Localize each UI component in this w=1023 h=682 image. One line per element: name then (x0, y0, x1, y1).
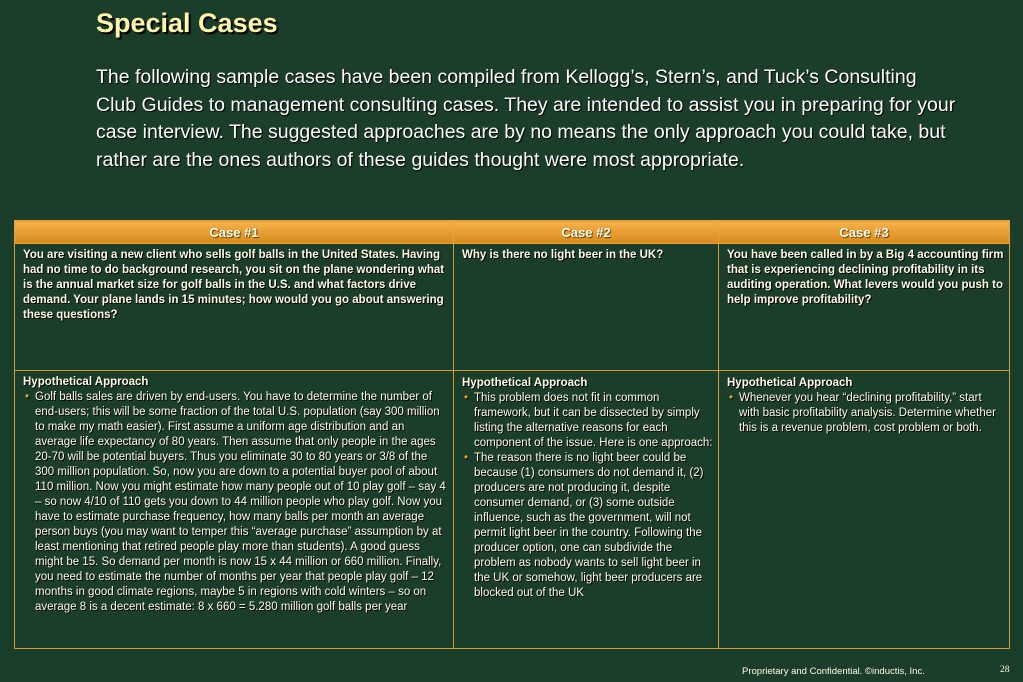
case-3-bullets (727, 391, 1005, 436)
case-1-question: You are visiting a new client who sells golf balls in the United States. Having had no time to do background research, you sit on the plane wondering what is the annual market size for golf balls in the U.S. and what factors drive demand. Your plane lands in 15 minutes; how would you go about answering these questions? (15, 244, 454, 371)
case-1-approach (15, 371, 454, 649)
case-2-question: Why is there no light beer in the UK? (454, 244, 719, 371)
case-2-approach (454, 371, 719, 649)
case-3-header: Case #3 (719, 221, 1010, 244)
case-1-bullet: • Golf balls sales are driven by end-users. You have to determine the number of end-users; this will be some fraction of the total U.S. population (say 300 million to make my math easier). First assume a uniform age distribution and an average life expectancy of 80 years. Then assume that only people in the ages 20-70 will be potential buyers. Thus you eliminate 30 to 80 years or 3/8 of the 300 million population. So, now you are down to a potential buyer pool of about 110 million. Now you might estimate how many people out of 10 play golf – say 4 – so now 4/10 of 110 gets you down to 44 million people who play golf. Now you have to estimate purchase frequency, how many balls per month an average person buys (you may want to temper this “average purchase” assumption by at least mentioning that retired people play more than students). A good guess might be 15. So demand per month is now 15 x 44 million or 660 million. Finally, you need to estimate the number of months per year that people play golf – 12 months in good climate regions, maybe 5 in regions with cold winters – so on average 8 is a decent estimate: 8 x 660 = 5.280 million golf balls per year (35, 390, 449, 615)
case-1-approach-title: Hypothetical Approach (23, 376, 149, 388)
intro-paragraph: The following sample cases have been compiled from Kellogg’s, Stern’s, and Tuck’s Consulting Club Guides to management consulting cases. They are intended to assist you in preparing for your case interview. The suggested approaches are by no means the only approach you could take, but rather are the ones authors of these guides thought were most appropriate. (96, 66, 956, 171)
slide-title: Special Cases (96, 8, 278, 38)
case-2-header: Case #2 (454, 221, 719, 244)
case-2-bullet: • This problem does not fit in common framework, but it can be dissected by simply listing the alternative reasons for each component of the issue. Here is one approach: (474, 391, 714, 451)
case-2-bullet: • The reason there is no light beer could be because (1) consumers do not demand it, (2) producers are not producing it, despite consumer demand, or (3) some outside influence, such as the government, will not permit light beer in the country. Following the producer option, one can subdivide the problem as nobody wants to sell light beer in the UK or somehow, light beer producers are blocked out of the UK (474, 451, 714, 601)
case-2-bullets (462, 391, 714, 601)
footer-confidential: Proprietary and Confidential. ©inductis, Inc. (742, 666, 925, 677)
case-2-approach-title: Hypothetical Approach (462, 377, 588, 389)
cases-table (14, 220, 1010, 649)
case-3-question: You have been called in by a Big 4 accounting firm that is experiencing declining profitability in its auditing operation. What levers would you push to help improve profitability? (719, 244, 1010, 371)
case-1-bullets (23, 390, 449, 615)
case-3-approach (719, 371, 1010, 649)
approach-row (15, 371, 1010, 649)
table-header-row (15, 221, 1010, 244)
question-row (15, 244, 1010, 371)
case-3-bullet: • Whenever you hear “declining profitability,” start with basic profitability analysis. Determine whether this is a revenue problem, cost problem or both. (739, 391, 1005, 436)
page-number: 28 (1000, 665, 1010, 675)
case-3-approach-title: Hypothetical Approach (727, 377, 853, 389)
case-1-header: Case #1 (15, 221, 454, 244)
